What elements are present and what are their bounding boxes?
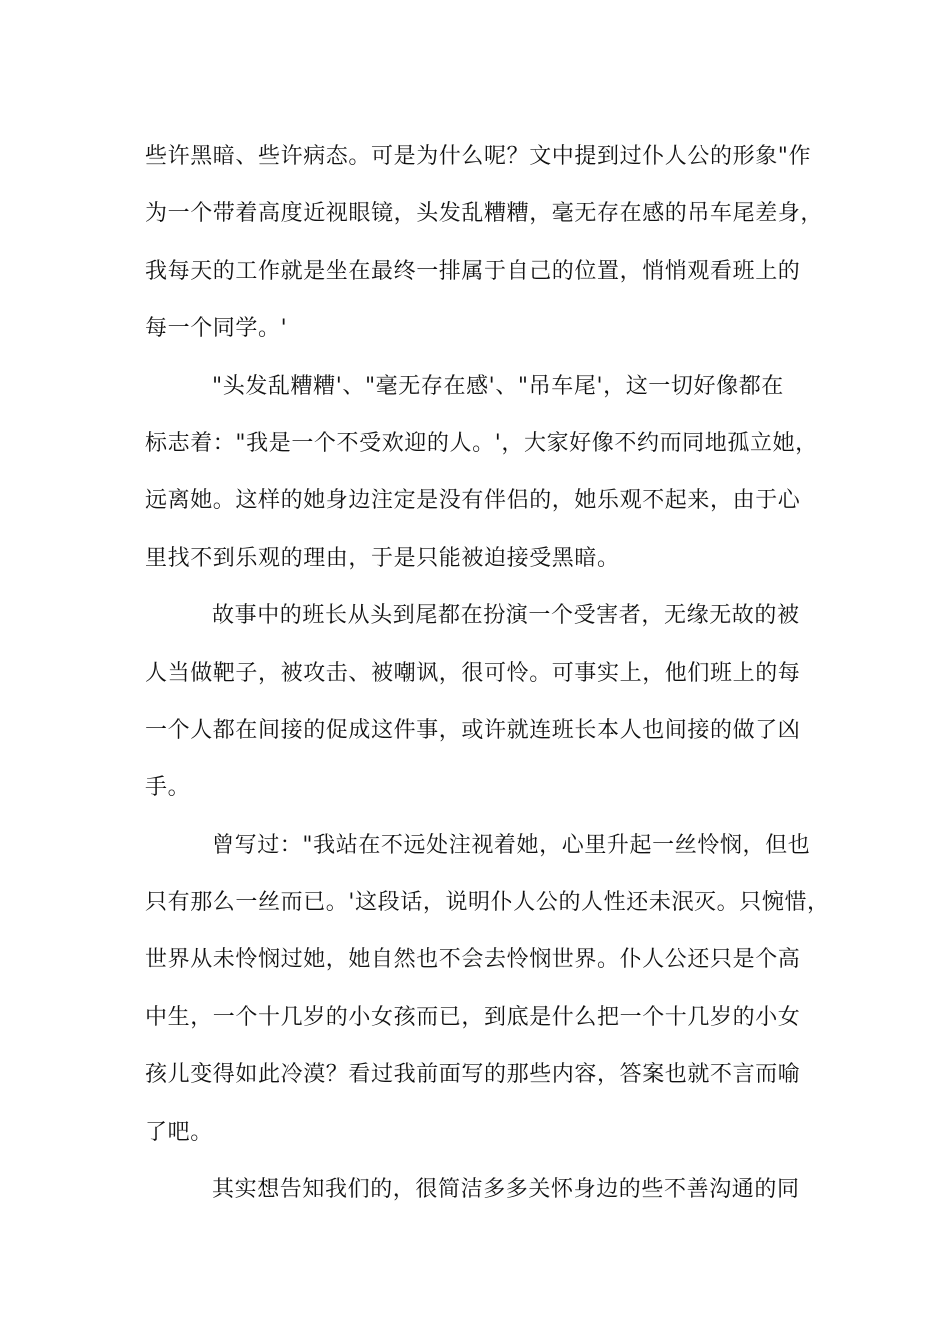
text-line: 一个人都在间接的促成这件事，或许就连班长本人也间接的做了凶 — [145, 717, 801, 743]
text-line: 故事中的班长从头到尾都在扮演一个受害者，无缘无故的被 — [212, 603, 800, 629]
text-line: 些许黑暗、些许病态。可是为什么呢？文中提到过仆人公的形象"作 — [145, 144, 812, 169]
text-line: 手。 — [145, 775, 191, 801]
text-line: 了吧。 — [145, 1119, 213, 1145]
paragraph — [145, 1161, 825, 1218]
text-line: 曾写过："我站在不远处注视着她，心里升起一丝怜悯，但也 — [212, 832, 811, 858]
paragraph — [145, 358, 825, 588]
text-line: 只有那么一丝而已。'这段话，说明仆人公的人性还未泯灭。只惋惜， — [145, 890, 830, 916]
text-line: 为一个带着高度近视眼镜，头发乱糟糟，毫无存在感的吊车尾差身， — [145, 201, 824, 227]
text-line: 每一个同学。' — [145, 316, 288, 342]
paragraph — [145, 587, 825, 817]
paragraph — [145, 817, 830, 1161]
text-line: 我每天的工作就是坐在最终一排属于自己的位置，悄悄观看班上的 — [145, 258, 801, 284]
text-line: 里找不到乐观的理由，于是只能被迫接受黑暗。 — [145, 545, 620, 571]
body-text — [145, 128, 830, 1218]
paragraph — [145, 128, 825, 358]
text-line: 中生，一个十几岁的小女孩而已，到底是什么把一个十几岁的小女 — [145, 1004, 801, 1030]
text-line: 人当做靶子，被攻击、被嘲讽，很可怜。可事实上，他们班上的每 — [145, 660, 801, 686]
text-line: 远离她。这样的她身边注定是没有伴侣的，她乐观不起来，由于心 — [145, 488, 801, 514]
text-line: 世界从未怜悯过她，她自然也不会去怜悯世界。仆人公还只是个高 — [145, 947, 801, 973]
text-line: 标志着："我是一个不受欢迎的人。'，大家好像不约而同地孤立她， — [145, 430, 818, 456]
text-line: "头发乱糟糟'、"毫无存在感'、"吊车尾'，这一切好像都在 — [212, 373, 784, 399]
text-line: 其实想告知我们的，很简洁多多关怀身边的些不善沟通的同 — [212, 1177, 800, 1203]
text-line: 孩儿变得如此冷漠？看过我前面写的那些内容，答案也就不言而喻 — [145, 1062, 801, 1088]
